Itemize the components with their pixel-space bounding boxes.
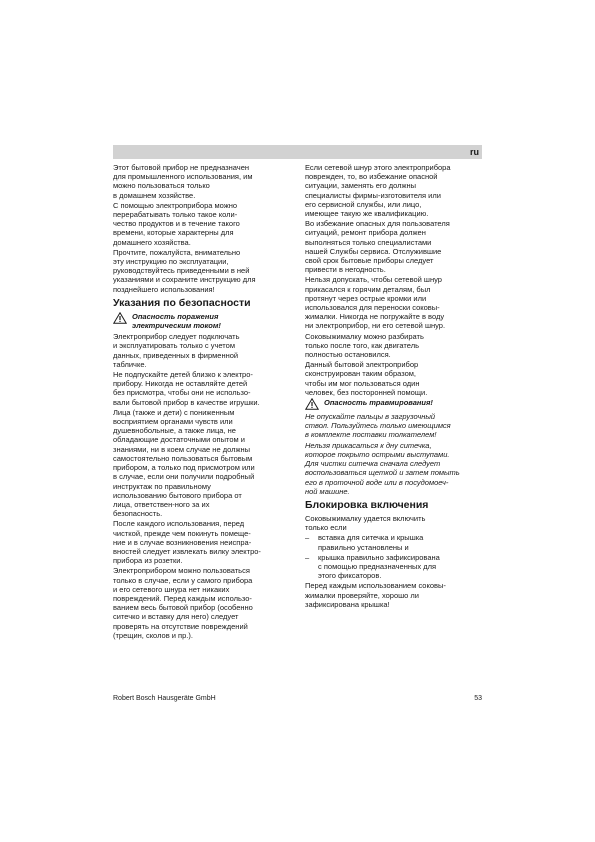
bullet-dash: – bbox=[305, 533, 310, 543]
right-column bbox=[305, 163, 479, 610]
language-bar bbox=[113, 145, 482, 159]
interlock-heading: Блокировка включения bbox=[305, 498, 429, 511]
cord-paragraph: Если сетевой шнур этого электроприбора поврежден, то, во избежание опасной ситуации, заменять его должны специалисты фирмы-изготовителя или его сервисной службы, или лицо, имеющее такую же квалификацию. bbox=[305, 163, 451, 219]
footer-company: Robert Bosch Hausgeräte GmbH bbox=[113, 695, 216, 702]
intro-paragraph-2: С помощью электроприбора можно перерабатывать только такое коли- чество продуктов и в течение такого времени, которые характерны для домашнего хозяйства. bbox=[113, 200, 240, 247]
safety-paragraph-5: Электроприбором можно пользоваться только в случае, если у самого прибора и его сетевого шнура нет никаких повреждений. Перед каждым использо- ванием весь бытовой прибор (особенно ситечко и вставку для него) следует проверять на отсутствие повреждений (трещин, сколов и пр.). bbox=[113, 566, 253, 640]
warning-triangle-icon bbox=[113, 312, 127, 324]
page-number: 53 bbox=[474, 695, 482, 702]
repair-paragraph: Во избежание опасных для пользователя ситуаций, ремонт прибора должен выполняться только специалистами нашей Службы сервиса. Отслужившие свой срок бытовые приборы следует привести в негодность. bbox=[305, 219, 450, 275]
injury-warning bbox=[305, 398, 479, 410]
safety-heading: Указания по безопасности bbox=[113, 296, 251, 309]
bullet-dash: – bbox=[305, 552, 310, 562]
list-item-text: вставка для ситечка и крышка правильно установлены и bbox=[318, 533, 424, 552]
language-code: ru bbox=[470, 147, 479, 157]
cord-handling-paragraph: Нельзя допускать, чтобы сетевой шнур прикасался к горячим деталям, был протянут через острые кромки или использовался для переноски соковы- жималки. Никогда не погружайте в воду ни электроприбор, ни его сетевой шнур. bbox=[305, 275, 446, 331]
injury-instruction-1: Не опускайте пальцы в загрузочный ствол. Пользуйтесь только имеющимся в комплекте поставки толкателем! bbox=[305, 412, 451, 440]
list-item bbox=[305, 553, 479, 581]
safety-paragraph-1: Электроприбор следует подключать и эксплуатировать только с учетом данных, приведенных в фирменной табличке. bbox=[113, 332, 240, 369]
design-paragraph: Данный бытовой электроприбор сконструирован таким образом, чтобы им мог пользоваться один человек, без посторонней помощи. bbox=[305, 360, 428, 397]
interlock-paragraph: Соковыжималку удается включить только если bbox=[305, 513, 426, 533]
list-item-text: крышка правильно зафиксирована с помощью предназначенных для этого фиксаторов. bbox=[318, 552, 440, 581]
electric-warning-text: Опасность поражения электрическим током! bbox=[132, 311, 221, 331]
list-item bbox=[305, 533, 479, 551]
left-column bbox=[113, 163, 287, 641]
intro-paragraph-3: Прочтите, пожалуйста, внимательно эту инструкцию по эксплуатации, руководствуйтесь приведенными в ней указаниями и сохраните инструкцию для позднейшего использования! bbox=[113, 247, 256, 294]
injury-instruction-2: Нельзя прикасаться к дну ситечка, которое покрыто острыми выступами. Для чистки ситечка сначала следует воспользоваться щеткой и затем помыть его в проточной воде или в посудомоеч- ной машине. bbox=[305, 440, 460, 496]
warning-triangle-icon bbox=[305, 398, 319, 410]
intro-paragraph-1: Этот бытовой прибор не предназначен для промышленного использования, им можно пользоваться только в домашнем хозяйстве. bbox=[113, 163, 253, 200]
safety-paragraph-2: Не подпускайте детей близко к электро- прибору. Никогда не оставляйте детей без присмотра, чтобы они не использо- вали бытовой прибор в качестве игрушки. bbox=[113, 370, 260, 407]
lid-check-paragraph: Перед каждым использованием соковы- жималки проверяйте, хорошо ли зафиксирована крышка! bbox=[305, 581, 446, 609]
safety-paragraph-3: Лица (также и дети) с пониженным восприятием органами чувств или душевнобольные, а также лица, не обладающие достаточными опытом и знаниями, ни в коем случае не должны самостоятельно пользоваться бытовым прибором, а только под присмотром или в случае, если они получили подробный инструктаж по правильному использованию бытового прибора от лица, ответствен-ного за их безопасность. bbox=[113, 407, 255, 519]
injury-warning-text: Опасность травмирования! bbox=[324, 398, 433, 408]
disassembly-paragraph: Соковыжималку можно разбирать только после того, как двигатель полностью остановился. bbox=[305, 331, 424, 360]
electric-warning bbox=[113, 312, 287, 330]
safety-paragraph-4: После каждого использования, перед чисткой, прежде чем покинуть помеще- ние и в случае возникновения неиспра- вностей следует извлекать вилку электро- прибора из розетки. bbox=[113, 519, 261, 566]
